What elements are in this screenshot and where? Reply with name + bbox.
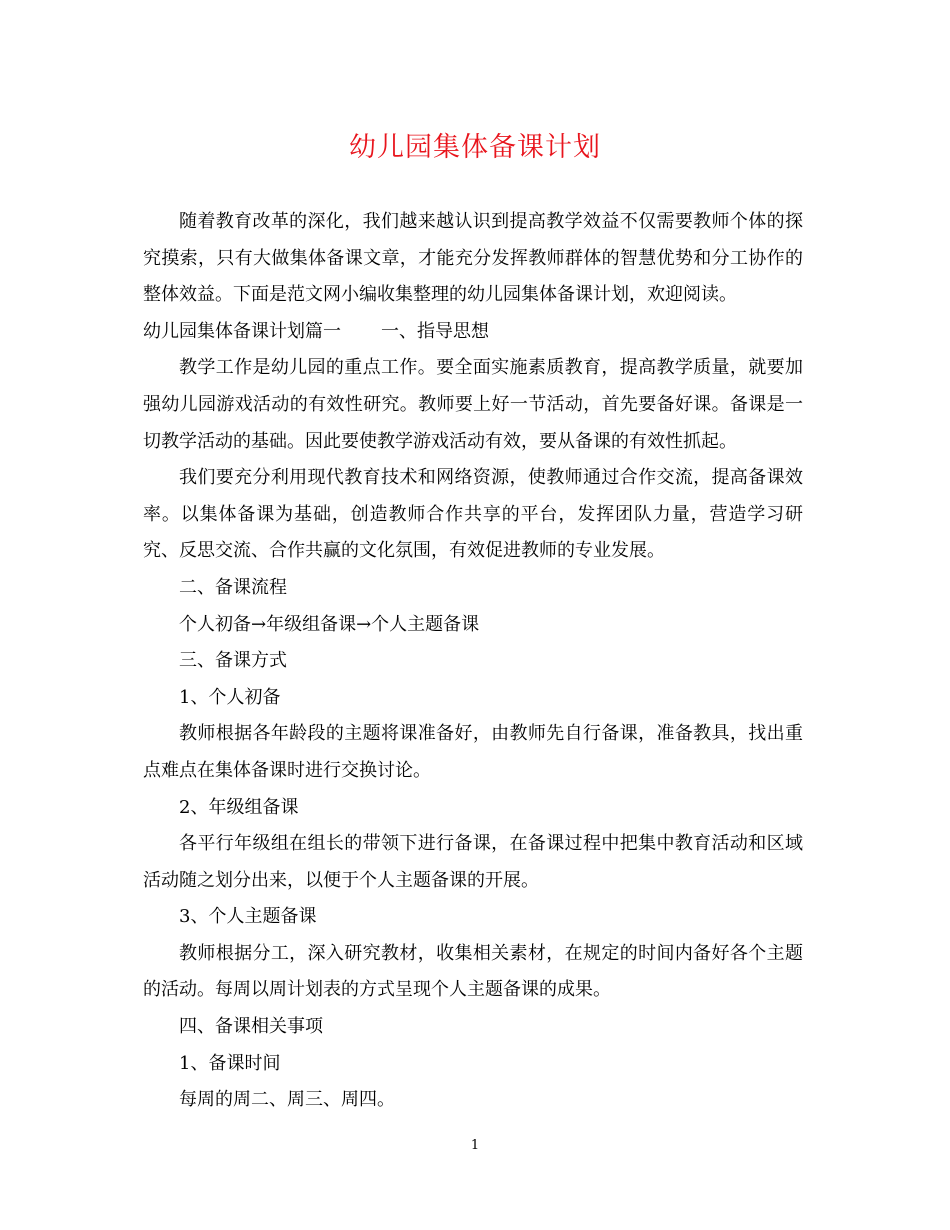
item1-heading: 1、个人初备 [179, 686, 281, 708]
section2-heading: 二、备课流程 [179, 576, 287, 598]
item4-heading: 1、备课时间 [179, 1052, 281, 1074]
section1-paragraph-2: 我们要充分利用现代教育技术和网络资源，使教师通过合作交流，提高备课效率。以集体备课为基础，创造教师合作共享的平台，发挥团队力量，营造学习研究、反思交流、合作共赢的文化氛围，有效促进教师的专业发展。 [143, 467, 803, 562]
document-title: 幼儿园集体备课计划 [349, 132, 601, 163]
section1-heading: 一、指导思想 [381, 320, 489, 342]
document-body [143, 204, 803, 1119]
item1-text: 教师根据各年龄段的主题将课准备好，由教师先自行备课，准备教具，找出重点难点在集体备课时进行交换讨论。 [143, 723, 803, 781]
item3-text: 教师根据分工，深入研究教材，收集相关素材，在规定的时间内备好各个主题的活动。每周以周计划表的方式呈现个人主题备课的成果。 [143, 942, 803, 1001]
item2-heading: 2、年级组备课 [179, 796, 299, 818]
section1-paragraph-1: 教学工作是幼儿园的重点工作。要全面实施素质教育，提高教学质量，就要加强幼儿园游戏活动的有效性研究。教师要上好一节活动，首先要备好课。备课是一切教学活动的基础。因此要使教学游戏活动有效，要从备课的有效性抓起。 [143, 357, 803, 452]
part-heading-line [143, 314, 803, 351]
part-label: 幼儿园集体备课计划篇一 [143, 320, 341, 342]
intro-paragraph: 随着教育改革的深化，我们越来越认识到提高教学效益不仅需要教师个体的探究摸索，只有大做集体备课文章，才能充分发挥教师群体的智慧优势和分工协作的整体效益。下面是范文网小编收集整理的幼儿园集体备课计划，欢迎阅读。 [143, 211, 803, 306]
item2-text: 各平行年级组在组长的带领下进行备课，在备课过程中把集中教育活动和区域活动随之划分出来，以便于个人主题备课的开展。 [143, 833, 803, 891]
page-number: 1 [470, 1138, 480, 1153]
section4-heading: 四、备课相关事项 [179, 1016, 323, 1038]
item4-text: 每周的周二、周三、周四。 [179, 1089, 395, 1111]
section3-heading: 三、备课方式 [179, 650, 287, 672]
section2-flow: 个人初备→年级组备课→个人主题备课 [179, 613, 480, 635]
item3-heading: 3、个人主题备课 [179, 906, 317, 928]
